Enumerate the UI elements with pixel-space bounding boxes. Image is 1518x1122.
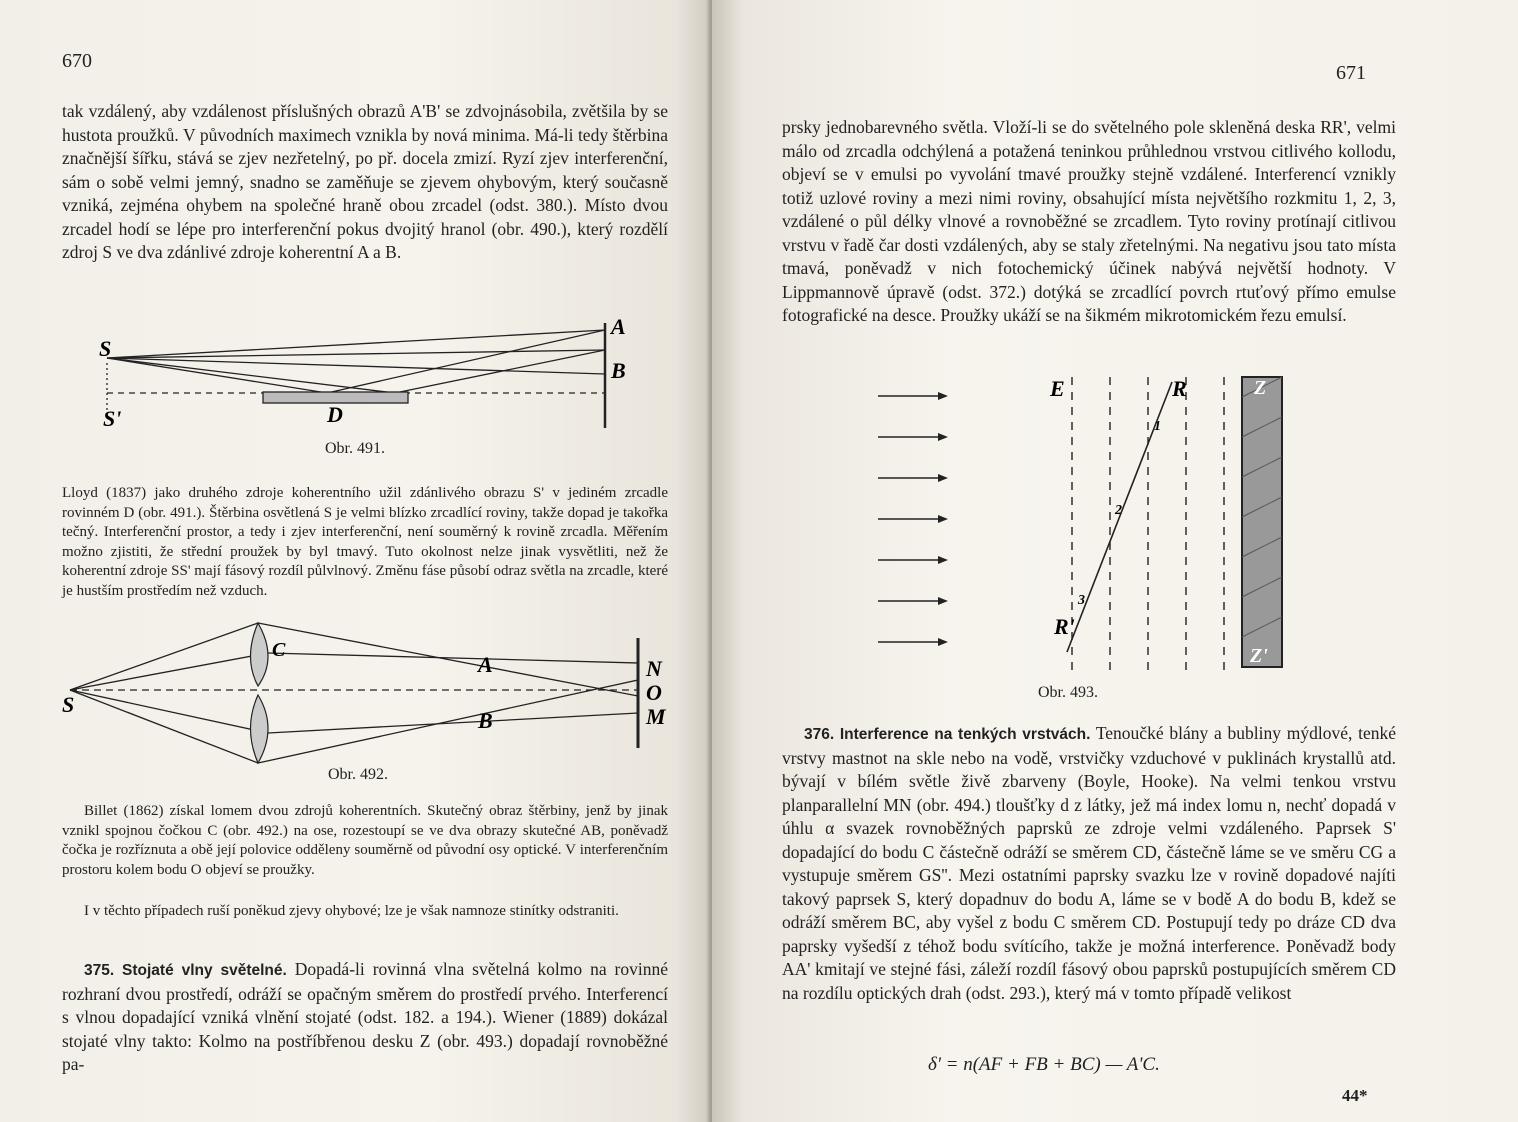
fig-label: S — [62, 692, 75, 717]
lens-upper-half — [251, 623, 269, 686]
paragraph: Billet (1862) získal lomem dvou zdrojů koherentních. Skutečný obraz štěrbiny, jenž by jinak vznikl spojnou čočkou C (obr. 492.) na ose, rozestoupí se ve dva obrazy skutečné AB, poněvadž čočka je rozříznuta a obě její polovice odděleny souměrně od původní osy optické. V interferenčním prostoru kolem bodu O objeví se proužky. — [62, 803, 668, 878]
section-heading: 375. Stojaté vlny světelné. — [84, 962, 287, 979]
right-page — [712, 0, 1518, 1122]
paragraph: Lloyd (1837) jako druhého zdroje koherentního užil zdánlivého obrazu S' v jediném zrcadle rovinném D (obr. 491.). Štěrbina osvětlená S je velmi blízko zrcadlící roviny, takže dopad je takořka tečný. Interferenční prostor, a tedy i zjev interferenční, není souměrný k rovině zrcadla. Měřením možno zjistiti, že střední proužek by byl tmavý. Tuto okolnost nelze jinak vysvětliti, než že koherentní zdroje SS' mají fásový rozdíl půlvlnový. Změnu fáse působí odraz světla na zrcadle, které je hustším prostředím než vzduch. — [62, 485, 668, 599]
fig-label: B — [611, 358, 626, 383]
fig-label: Z — [1254, 377, 1267, 399]
figure-493 — [872, 372, 1292, 682]
section-heading: 376. Interference na tenkých vrstvách. — [804, 726, 1091, 743]
fig-label: 1 — [1154, 419, 1161, 434]
signature-mark: 44* — [1342, 1086, 1368, 1105]
fig-label: N — [646, 656, 662, 681]
section-376: 376. Interference na tenkých vrstvách. Tenoučké blány a bubliny mýdlové, tenké vrstvy mastnot na skle nebo na vodě, vrstvičky vzduchové v puklinách krystallů atd. bývají v bílém světle živě zbarveny (Boyle, Hooke). Na velmi tenkou vrstvu planparallelní MN (obr. 494.) tloušťky d z látky, jež má index lomu n, nechť dopadá v úhlu α svazek rovnoběžných paprsků ze zdroje velmi vzdáleného. Paprsek S' dopadající do bodu C částečně odráží se směrem CD, částečně láme se ve směru CG a vystupuje směrem GS''. Mezi ostatními paprsky svazku lze v rovině dopadové najíti takový paprsek S, který dopadnuv do bodu A, láme se v bodě A do bodu B, kdež se odráží směrem BC, aby vyšel z bodu C směrem CD. Postupují tedy po dráze CD dva paprsky vyšedší z téhož bodu svítícího, takže je možná interference. Poněvadž body AA' kmitají ve stejné fási, záleží rozdíl fásový obou paprsků postupujících směrem CD na rozdílu optických drah (odst. 293.), který má v tomto případě velikost — [782, 723, 1396, 1003]
fig-label: Z' — [1250, 645, 1268, 667]
page-number: 671 — [1336, 62, 1366, 84]
left-page — [0, 0, 712, 1122]
figure-492 — [58, 618, 688, 768]
fig-label: C — [272, 639, 286, 661]
fig-label: A — [478, 652, 493, 677]
page-number: 670 — [62, 50, 92, 72]
fig-label: R — [1172, 376, 1187, 401]
lens-lower-half — [251, 695, 269, 763]
fig-label: E — [1050, 376, 1065, 401]
section-375: 375. Stojaté vlny světelné. Dopadá-li rovinná vlna světelná kolmo na rovinné rozhraní dvou prostředí, odráží se opačným směrem do prostředí prvého. Interferencí s vlnou dopadající vzniká vlnění stojaté (odst. 182. a 194.). Wiener (1889) dokázal stojaté vlny takto: Kolmo na postříbřenou desku Z (obr. 493.) dopadají rovnoběžné pa- — [62, 959, 669, 1074]
figure-caption: Obr. 493. — [1038, 684, 1098, 701]
figure-caption: Obr. 491. — [325, 440, 385, 457]
fig-label: 2 — [1115, 503, 1122, 518]
paragraph: prsky jednobarevného světla. Vloží-li se do světelného pole skleněná deska RR', velmi málo od zrcadla odchýlená a potažená teninkou průhlednou vrstvou citlivého kollodu, objeví se v emulsi po vyvolání tmavé proužky stejně vzdálené. Interferencí vznikly totiž uzlové roviny a mezi nimi roviny, obsahující místa největšího rozkmitu 1, 2, 3, vzdálené o půl délky vlnové a rovnoběžné se zrcadlem. Tyto roviny protínají citlivou vrstvu v řadě čar dosti vzdálených, aby se staly zřetelnými. Na negativu jsou tato místa tmavá, poněvadž v nich fotochemický účinek nabývá největší hodnoty. V Lippmannově úpravě (odst. 372.) dotýká se zrcadlící povrch rtuťový přímo emulse fotografické na desce. Proužky ukáží se na šikmém mikrotomickém řezu emulsí. — [782, 117, 1396, 325]
fig-label: S — [99, 336, 112, 361]
fig-label: M — [646, 704, 666, 729]
fig-label: D — [327, 402, 343, 427]
figure-491 — [95, 318, 645, 453]
fig-label: S' — [103, 406, 122, 431]
fig-label: B — [478, 708, 493, 733]
fig-label: R' — [1054, 614, 1075, 639]
paragraph: I v těchto případech ruší poněkud zjevy ohybové; lze je však namnoze stinítky odstraniti. — [84, 903, 619, 919]
fig-label: 3 — [1078, 593, 1085, 608]
fig-label: A — [611, 318, 626, 339]
formula: δ' = n(AF + FB + BC) — A'C. — [928, 1054, 1160, 1075]
fig-label: O — [646, 680, 662, 705]
paragraph: tak vzdálený, aby vzdálenost příslušných obrazů A'B' se zdvojnásobila, zvětšila by se hustota proužků. V původních maximech vznikla by nová minima. Má-li tedy štěrbina značnější šířku, stává se zjev nezřetelný, po př. docela zmizí. Ryzí zjev interferenční, sám o sobě velmi jemný, snadno se zaměňuje se zjevem ohybovým, který současně vzniká, zejména ohybem na společné hraně obou zrcadel (odst. 380.). Místo dvou zrcadel hodí se lépe pro interferenční pokus dvojitý hranol (obr. 490.), který rozdělí zdroj S ve dva zdánlivé zdroje koherentní A a B. — [62, 101, 668, 262]
figure-caption: Obr. 492. — [328, 766, 388, 783]
